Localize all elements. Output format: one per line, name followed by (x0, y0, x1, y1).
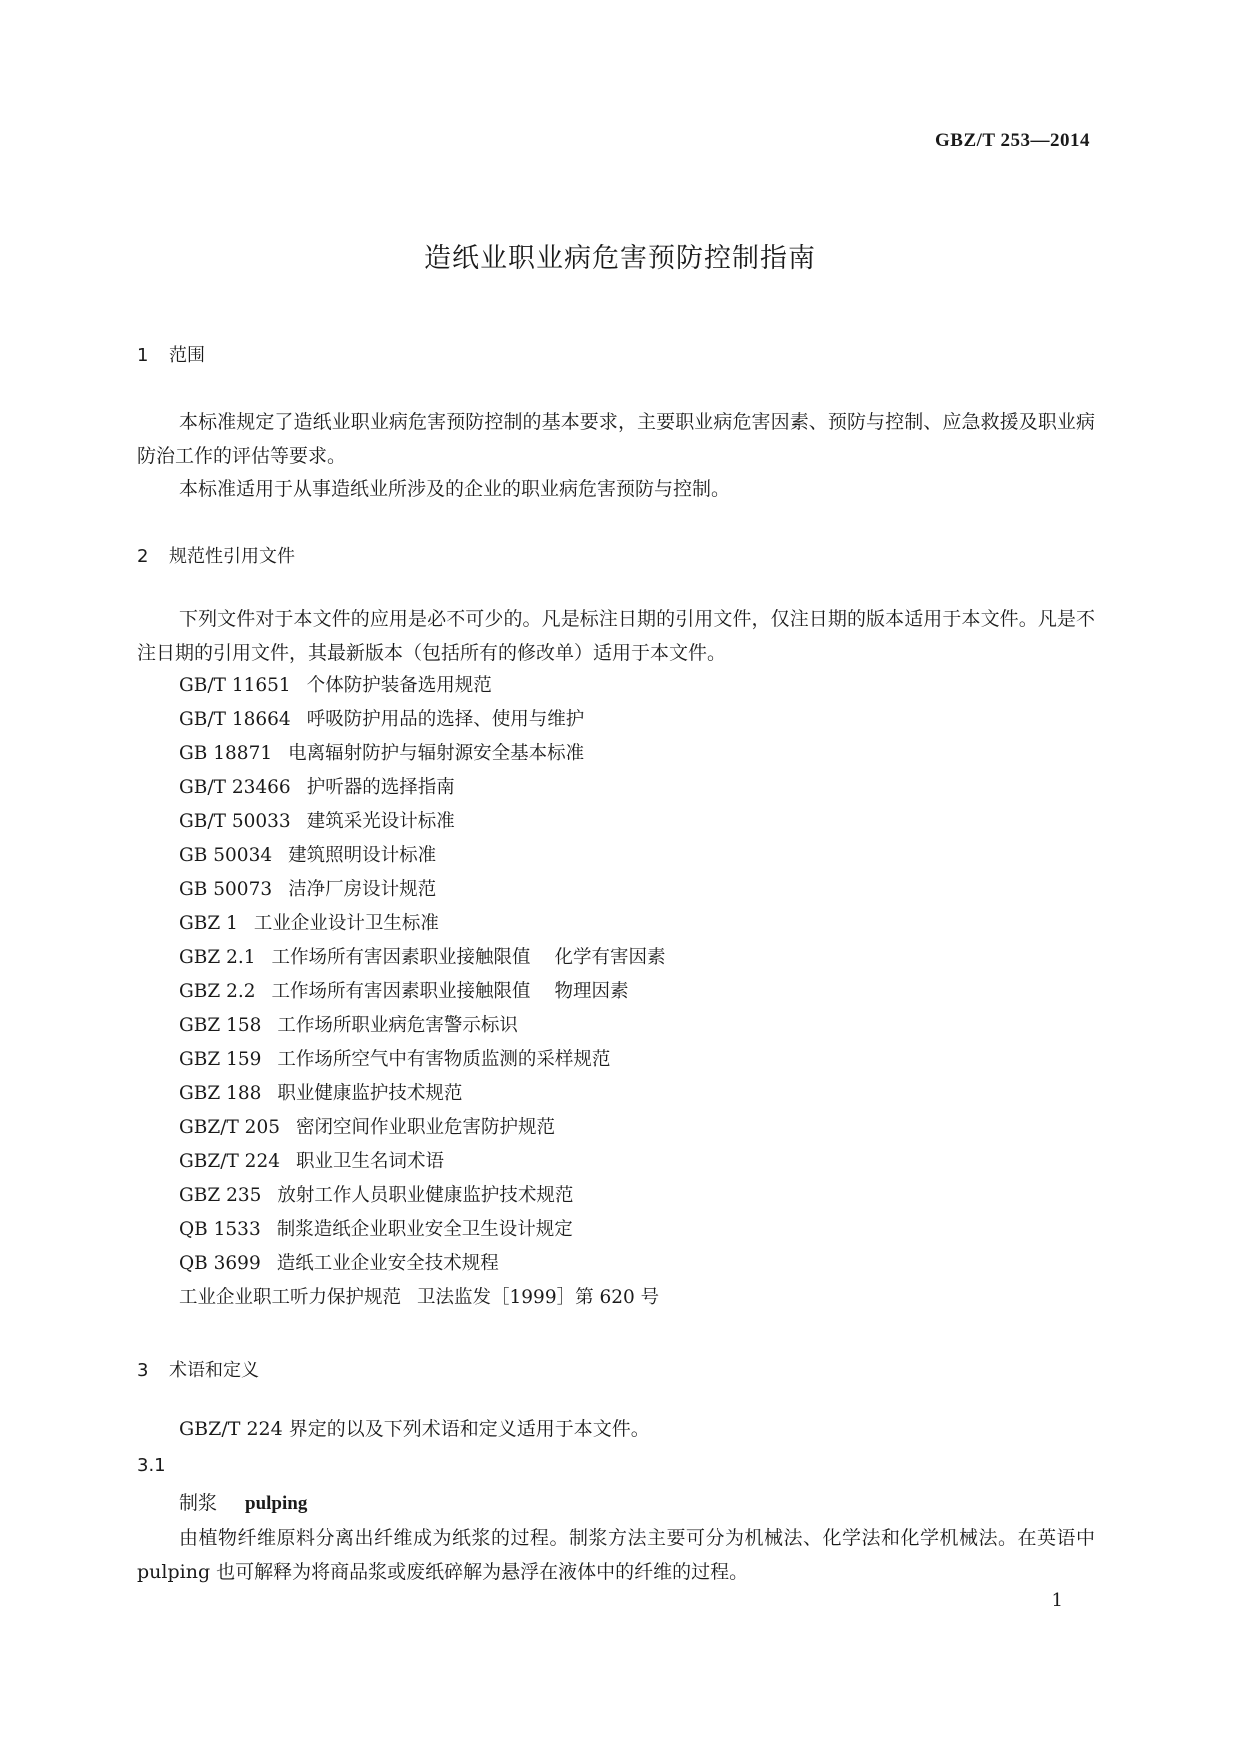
section-2-heading (137, 542, 295, 568)
reference-item (179, 873, 666, 907)
term-english: pulping (245, 1493, 308, 1514)
reference-item (179, 669, 666, 703)
reference-item (179, 941, 666, 975)
reference-title: 个体防护装备选用规范 (306, 675, 492, 696)
reference-code: QB 3699 (179, 1253, 261, 1274)
page-number: 1 (1051, 1590, 1063, 1611)
reference-title: 建筑采光设计标准 (306, 811, 455, 832)
reference-title: 护听器的选择指南 (306, 777, 455, 798)
reference-title: 电离辐射防护与辐射源安全基本标准 (288, 743, 585, 764)
term-entry (179, 1486, 307, 1521)
reference-title: 工业企业设计卫生标准 (253, 913, 439, 934)
reference-title: 放射工作人员职业健康监护技术规范 (277, 1185, 574, 1206)
reference-title: 工作场所有害因素职业接触限值 (271, 947, 531, 968)
reference-item (179, 1077, 666, 1111)
reference-code: GB/T 18664 (179, 709, 291, 730)
reference-title: 洁净厂房设计规范 (288, 879, 437, 900)
reference-code: GBZ 1 (179, 913, 238, 934)
reference-subtitle: 化学有害因素 (554, 947, 666, 968)
term-definition: 由植物纤维原料分离出纤维成为纸浆的过程。制浆方法主要可分为机械法、化学法和化学机械法。在英语中 pulping 也可解释为将商品浆或废纸碎解为悬浮在液体中的纤维的过程。 (137, 1527, 1095, 1583)
reference-title: 卫法监发［1999］第 620 号 (417, 1287, 660, 1308)
reference-item (179, 1281, 666, 1315)
document-title: 造纸业职业病危害预防控制指南 (424, 243, 816, 274)
section-1-heading (137, 341, 205, 367)
reference-code: GBZ 2.1 (179, 947, 256, 968)
reference-item (179, 1247, 666, 1281)
reference-item (179, 805, 666, 839)
standard-code: GBZ/T 253—2014 (935, 130, 1090, 151)
reference-code: QB 1533 (179, 1219, 261, 1240)
references-intro: 下列文件对于本文件的应用是必不可少的。凡是标注日期的引用文件，仅注日期的版本适用于本文件。凡是不注日期的引用文件，其最新版本（包括所有的修改单）适用于本文件。 (137, 608, 1095, 664)
reference-item (179, 1213, 666, 1247)
section-1-title: 范围 (169, 345, 205, 366)
reference-item (179, 839, 666, 873)
reference-item (179, 1043, 666, 1077)
reference-item (179, 975, 666, 1009)
terms-intro: GBZ/T 224 界定的以及下列术语和定义适用于本文件。 (179, 1418, 650, 1440)
reference-code: GB 18871 (179, 743, 273, 764)
reference-code: GBZ 188 (179, 1083, 262, 1104)
reference-title: 呼吸防护用品的选择、使用与维护 (306, 709, 585, 730)
reference-item (179, 1009, 666, 1043)
reference-title: 制浆造纸企业职业安全卫生设计规定 (276, 1219, 573, 1240)
reference-code: GB/T 23466 (179, 777, 291, 798)
reference-item (179, 1111, 666, 1145)
reference-title: 造纸工业企业安全技术规程 (276, 1253, 499, 1274)
section-1-number: 1 (137, 345, 149, 366)
reference-code: 工业企业职工听力保护规范 (179, 1287, 402, 1308)
section-3-number: 3 (137, 1360, 149, 1381)
reference-title: 工作场所职业病危害警示标识 (277, 1015, 518, 1036)
reference-list (179, 669, 666, 1315)
reference-code: GBZ/T 224 (179, 1151, 280, 1172)
reference-subtitle: 物理因素 (554, 981, 629, 1002)
section-3-title: 术语和定义 (169, 1360, 259, 1381)
reference-code: GBZ 2.2 (179, 981, 256, 1002)
reference-title: 工作场所有害因素职业接触限值 (271, 981, 531, 1002)
reference-item (179, 737, 666, 771)
section-2-title: 规范性引用文件 (169, 546, 295, 567)
reference-code: GB 50073 (179, 879, 273, 900)
reference-code: GB/T 11651 (179, 675, 291, 696)
reference-code: GBZ 159 (179, 1049, 262, 1070)
reference-title: 密闭空间作业职业危害防护规范 (296, 1117, 556, 1138)
reference-code: GBZ 158 (179, 1015, 262, 1036)
reference-title: 工作场所空气中有害物质监测的采样规范 (277, 1049, 611, 1070)
reference-item (179, 907, 666, 941)
section-3-heading (137, 1356, 259, 1382)
scope-paragraph-1: 本标准规定了造纸业职业病危害预防控制的基本要求，主要职业病危害因素、预防与控制、应急救援及职业病防治工作的评估等要求。 (137, 411, 1095, 467)
section-2-number: 2 (137, 546, 149, 567)
reference-title: 建筑照明设计标准 (288, 845, 437, 866)
reference-code: GBZ 235 (179, 1185, 262, 1206)
term-chinese: 制浆 (179, 1492, 218, 1514)
reference-item (179, 771, 666, 805)
reference-item (179, 1179, 666, 1213)
reference-item (179, 703, 666, 737)
clause-number: 3.1 (137, 1455, 166, 1476)
reference-title: 职业卫生名词术语 (296, 1151, 445, 1172)
reference-item (179, 1145, 666, 1179)
reference-code: GB/T 50033 (179, 811, 291, 832)
reference-code: GB 50034 (179, 845, 273, 866)
scope-paragraph-2: 本标准适用于从事造纸业所涉及的企业的职业病危害预防与控制。 (179, 478, 731, 500)
reference-title: 职业健康监护技术规范 (277, 1083, 463, 1104)
reference-code: GBZ/T 205 (179, 1117, 280, 1138)
